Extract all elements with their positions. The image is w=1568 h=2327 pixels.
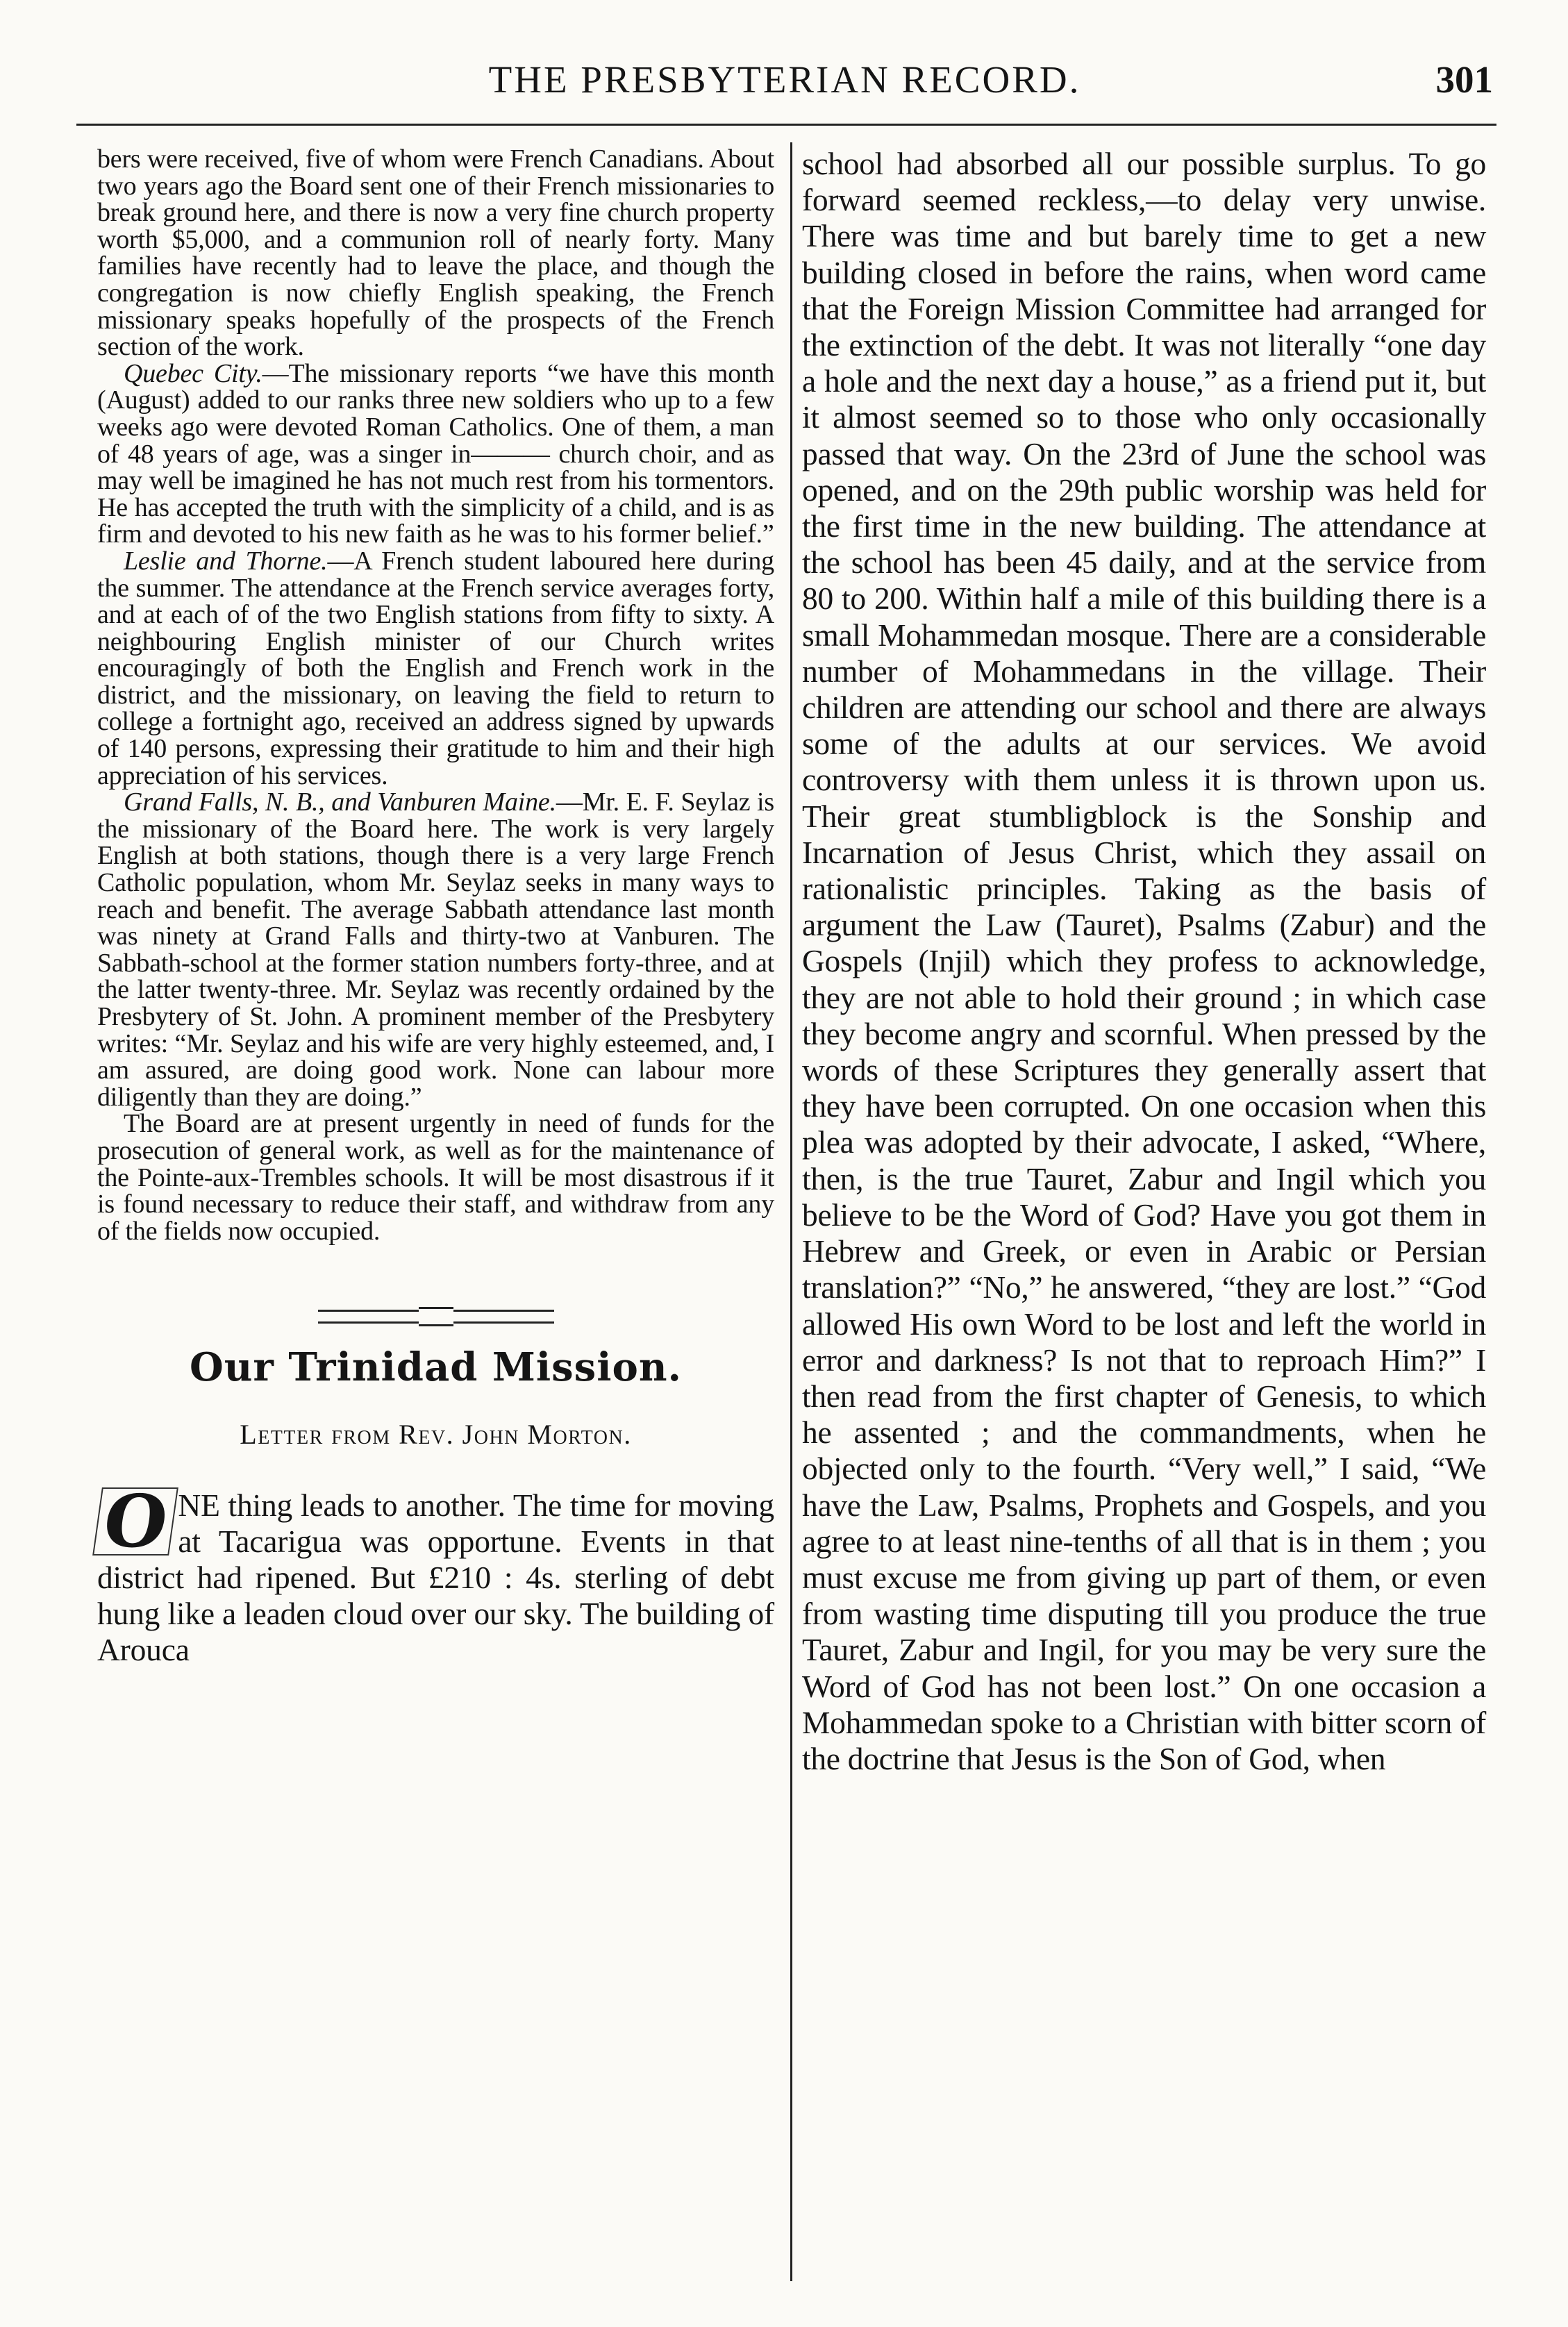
paragraph-grand-falls bbox=[97, 789, 774, 1110]
header-rule bbox=[76, 124, 1496, 126]
grand-falls-text: —Mr. E. F. Seylaz is the missionary of the Board here. The work is very largely English at both stations, though there is a very large French Catholic population, whom Mr. Seylaz seeks in many ways to reach and benefit. The average Sabbath attendance last month was ninety at Grand Falls and thirty-two at Vanburen. The Sabbath-school at the former station numbers forty-three, and at the latter twenty-three. Mr. Seylaz was recently ordained by the Presbytery of St. John. A prominent member of the Presbytery writes: “Mr. Seylaz and his wife are very highly esteemed, and, I am assured, are doing good work. None can labour more diligently than they are doing.” bbox=[97, 787, 774, 1112]
opening-text: NE thing leads to another. The time for moving at Tacarigua was opportune. Events in that district had ripened. But £210 : 4s. sterling of debt hung like a leaden cloud over our sky. The building of Arouca bbox=[97, 1487, 774, 1668]
page-header bbox=[76, 45, 1493, 111]
paragraph-quebec-city bbox=[97, 360, 774, 548]
opening-paragraph bbox=[97, 1478, 774, 1669]
leslie-heading: Leslie and Thorne. bbox=[124, 546, 328, 576]
right-column bbox=[802, 146, 1486, 1777]
page-number: 301 bbox=[1435, 58, 1493, 101]
grand-falls-heading: Grand Falls, N. B., and Vanburen Maine. bbox=[124, 787, 556, 817]
running-title: THE PRESBYTERIAN RECORD. bbox=[488, 58, 1081, 101]
paragraph-continued-letter: school had absorbed all our possible surplus. To go forward seemed reckless,—to delay very unwise. There was time and but barely time to get a new building closed in before the rains, when word came that the Foreign Mission Committee had arranged for the extinction of the debt. It was not literally “one day a hole and the next day a house,” as a friend put it, but it almost seemed so to those who only occasionally passed that way. On the 23rd of June the school was opened, and on the 29th public worship was held for the first time in the new building. The attendance at the school has been 45 daily, and at the service from 80 to 200. Within half a mile of this building there is a small Mohammedan mosque. There are a considerable number of Mohammedans in the village. Their children are attending our school and there are always some of the adults at our services. We avoid controversy with them unless it is thrown upon us. Their great stumbligblock is the Sonship and Incarnation of Jesus Christ, which they assail on rationalistic principles. Taking as the basis of argument the Law (Tauret), Psalms (Zabur) and the Gospels (Injil) which they profess to acknowledge, they are not able to hold their ground ; in which case they become angry and scornful. When pressed by the words of these Scriptures they generally assert that they have been corrupted. On one occasion when this plea was adopted by their advocate, I asked, “Where, then, is the true Tauret, Zabur and Ingil which you believe to be the Word of God? Have you got them in Hebrew and Greek, or even in Arabic or Persian translation?” “No,” he answered, “they are lost.” “God allowed His own Word to be lost and left the world in error and darkness? Is not that to reproach Him?” I then read from the first chapter of Genesis, to which he assented ; and the commandments, when he objected only to the fourth. “Very well,” I said, “We have the Law, Psalms, Prophets and Gospels, and you agree to at least nine-tenths of all that is in them ; you must excuse me from giving up part of them, or even from wasting time disputing till you produce the true Tauret, Zabur and Ingil, for you may be very sure the Word of God has not been lost.” On one occasion a Mohammedan spoke to a Christian with bitter scorn of the doctrine that Jesus is the Son of God, when bbox=[802, 146, 1486, 1776]
column-rule bbox=[790, 142, 792, 2281]
leslie-text: —A French student laboured here during the summer. The attendance at the French service averages forty, and at each of of the two English stations from fifty to sixty. A neighbouring English minister of our Church writes encouragingly of both the English and French work in the district, and the missionary, on leaving the field to return to college a fortnight ago, received an address signed by upwards of 140 persons, expressing their gratitude to him and their high appreciation of his services. bbox=[97, 546, 774, 790]
section-separator bbox=[318, 1310, 554, 1324]
section-title: Our Trinidad Mission. bbox=[189, 1344, 683, 1391]
quebec-heading: Quebec City. bbox=[124, 358, 262, 388]
paragraph-board-appeal: The Board are at present urgently in need of funds for the prosecution of general work, as well as for the maintenance of the Pointe-aux-Trembles schools. It will be most disastrous if it is found necessary to reduce their staff, and withdraw from any of the fields now occupied. bbox=[97, 1109, 774, 1246]
paragraph-leslie-thorne bbox=[97, 548, 774, 789]
drop-cap: O bbox=[92, 1487, 178, 1555]
quebec-text: —The missionary reports “we have this month (August) added to our ranks three new soldiers who up to a few weeks ago were devoted Roman Catholics. One of them, a man of 48 years of age, was a singer in——— church choir, and as may well be imagined he has not much rest from his tormentors. He has accepted the truth with the simplicity of a child, and is as firm and devoted to his new faith as he was to his former belief.” bbox=[97, 358, 774, 549]
paragraph-french-canadians: bers were received, five of whom were French Canadians. About two years ago the Board sent one of their French missionaries to break ground here, and there is now a very fine church property worth $5,000, and a communion roll of nearly forty. Many families have recently had to leave the place, and though the congregation is now chiefly English speaking, the French missionary speaks hopefully of the prospects of the French section of the work. bbox=[97, 144, 774, 362]
left-column bbox=[97, 146, 774, 1669]
letter-heading: Letter from Rev. John Morton. bbox=[240, 1418, 632, 1450]
